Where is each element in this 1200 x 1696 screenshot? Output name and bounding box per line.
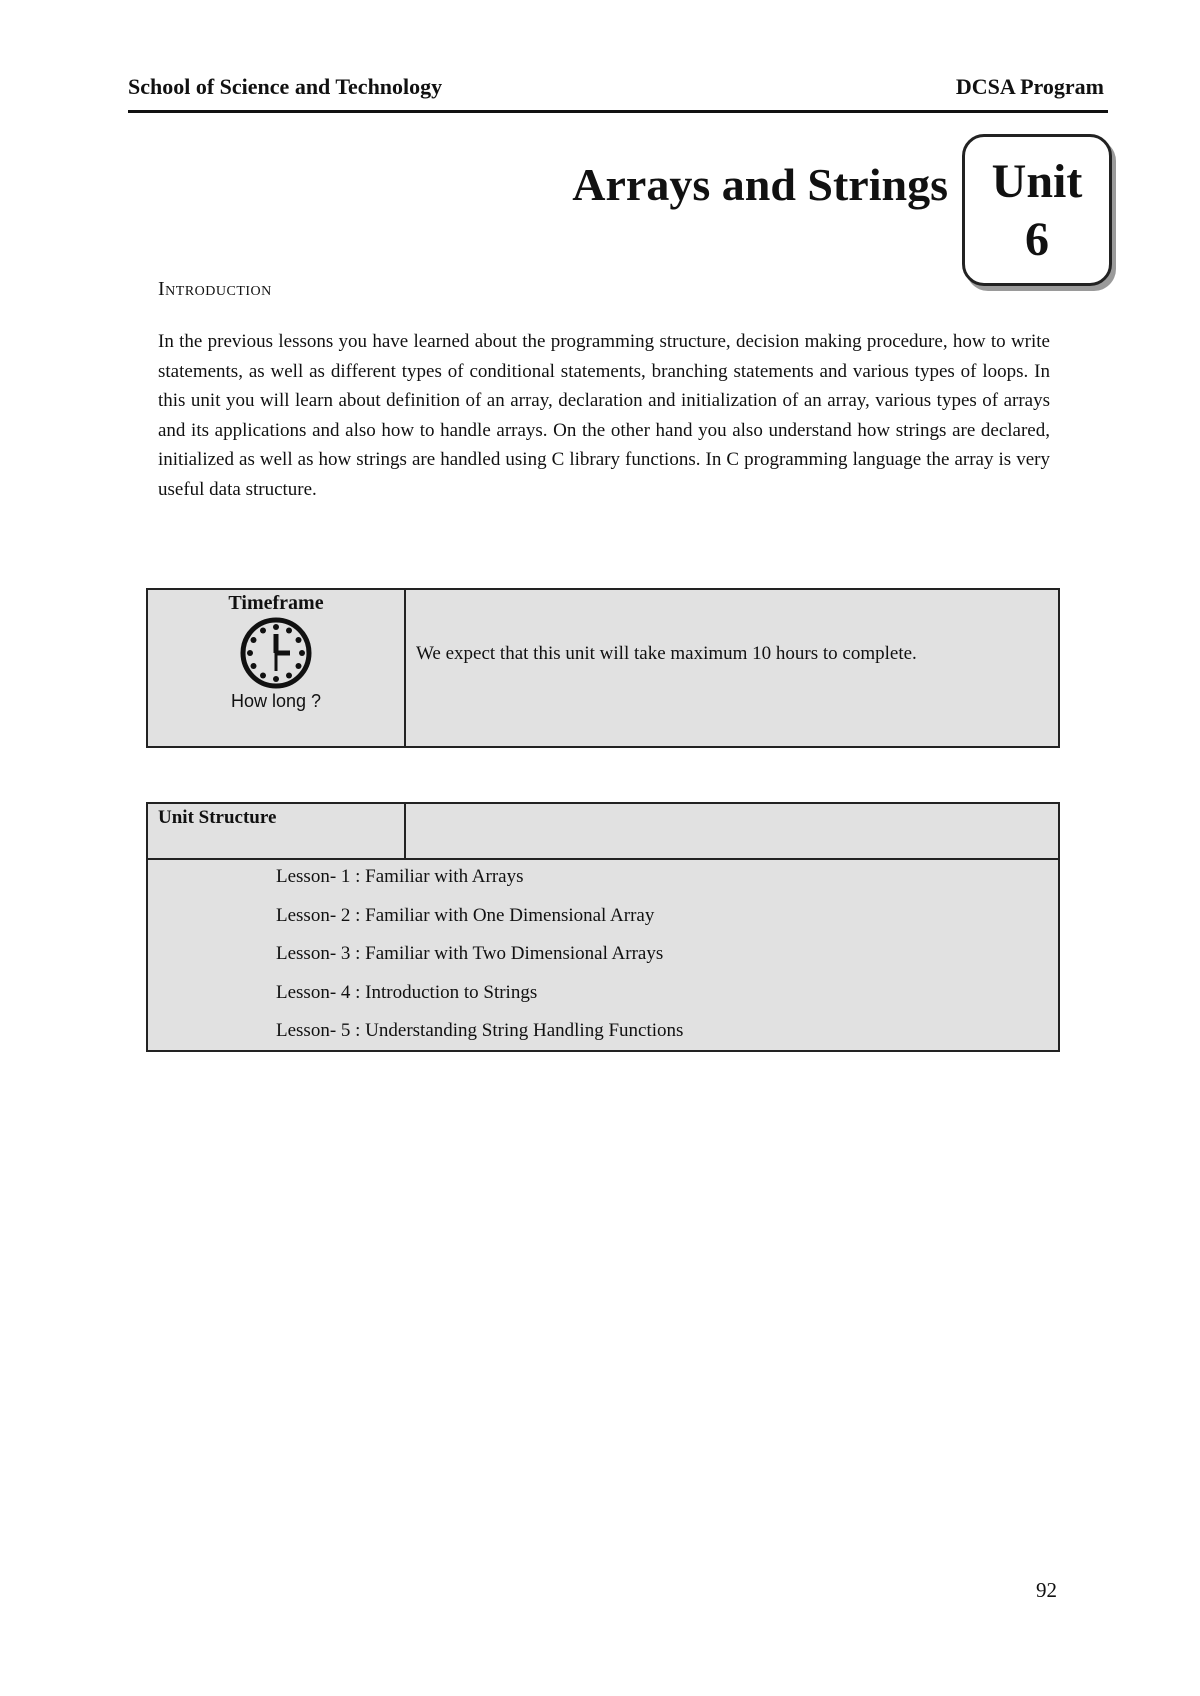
unit-badge-label: Unit xyxy=(991,155,1083,208)
lesson-item: Lesson- 1 : Familiar with Arrays xyxy=(276,866,524,887)
unit-structure-header-row xyxy=(148,804,1058,860)
lesson-item: Lesson- 5 : Understanding String Handling Functions xyxy=(276,1020,684,1041)
header-school: School of Science and Technology xyxy=(128,74,443,99)
lesson-item: Lesson- 4 : Introduction to Strings xyxy=(276,981,538,1003)
introduction-paragraph: In the previous lessons you have learned about the programming structure, decision making procedure, how to write statements, as well as different types of conditional statements, branching statements and various types of loops. In this unit you will learn about definition of an array, declaration and initialization of an array, various types of arrays and its applications and also how to handle arrays. On the other hand you also understand how strings are declared, initialized as well as how strings are handled using C library functions. In C programming language the array is very useful data structure. xyxy=(158,331,1050,500)
timeframe-table xyxy=(146,588,1060,748)
timeframe-label: Timeframe xyxy=(228,592,324,614)
how-long-caption: How long ? xyxy=(230,691,322,711)
lesson-item: Lesson- 2 : Familiar with One Dimensional Array xyxy=(276,904,655,926)
lesson-list xyxy=(276,862,683,1055)
timeframe-label-cell xyxy=(148,590,406,746)
page-number: 92 xyxy=(1036,1578,1057,1602)
unit-badge-number: 6 xyxy=(1025,213,1049,266)
lesson-item: Lesson- 3 : Familiar with Two Dimensional Arrays xyxy=(276,943,664,964)
page-header xyxy=(128,72,1108,113)
unit-structure-label: Unit Structure xyxy=(158,807,277,828)
unit-title: Arrays and Strings xyxy=(572,159,948,210)
header-program: DCSA Program xyxy=(955,74,1104,99)
unit-structure-table xyxy=(146,802,1060,1052)
timeframe-description: We expect that this unit will take maximum 10 hours to complete. xyxy=(416,643,917,664)
unit-structure-label-cell xyxy=(148,804,406,858)
unit-badge xyxy=(962,134,1112,286)
introduction-heading: Introduction xyxy=(158,278,272,300)
clock-icon xyxy=(237,615,315,691)
